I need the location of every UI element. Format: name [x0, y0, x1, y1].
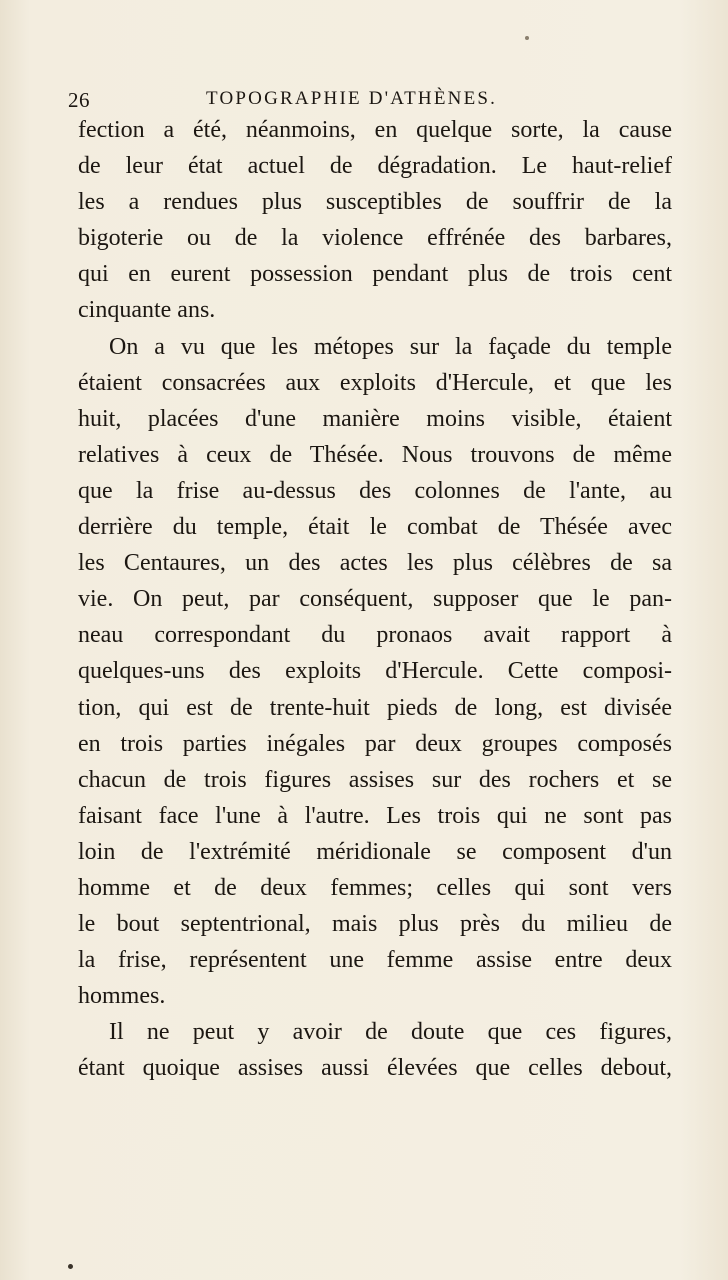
text-line: huit, placées d'une manière moins visible, étaient: [78, 405, 672, 432]
text-line: tion, qui est de trente-huit pieds de long, est divisée: [78, 694, 672, 721]
text-line: hommes.: [78, 983, 166, 1010]
text-line: cinquante ans.: [78, 297, 216, 324]
text-line: de leur état actuel de dégradation. Le haut-relief: [78, 153, 672, 180]
paragraph-3: [78, 1014, 672, 1086]
paragraph-2: [78, 329, 672, 1015]
page-number: 26: [68, 88, 90, 112]
text-line: étant quoique assises aussi élevées que celles debout,: [78, 1055, 672, 1082]
paragraph-1: [78, 112, 672, 329]
text-line: derrière du temple, était le combat de Thésée avec: [78, 514, 672, 541]
text-line: faisant face l'une à l'autre. Les trois qui ne sont pas: [78, 802, 672, 829]
text-line: vie. On peut, par conséquent, supposer que le pan-: [78, 586, 672, 613]
text-line: homme et de deux femmes; celles qui sont vers: [78, 874, 672, 901]
text-line: Il ne peut y avoir de doute que ces figures,: [109, 1019, 672, 1046]
text-line: chacun de trois figures assises sur des rochers et se: [78, 766, 672, 793]
paper-speck: [68, 1264, 73, 1269]
text-line: les a rendues plus susceptibles de souffrir de la: [78, 189, 672, 216]
text-line: On a vu que les métopes sur la façade du temple: [109, 333, 672, 360]
text-line: les Centaures, un des actes les plus célèbres de sa: [78, 550, 672, 577]
text-line: que la frise au-dessus des colonnes de l'ante, au: [78, 477, 672, 504]
text-line: relatives à ceux de Thésée. Nous trouvons de même: [78, 441, 672, 468]
running-head: [0, 84, 728, 112]
text-line: étaient consacrées aux exploits d'Hercule, et que les: [78, 369, 672, 396]
text-line: bigoterie ou de la violence effrénée des barbares,: [78, 225, 672, 252]
running-title: TOPOGRAPHIE D'ATHÈNES.: [206, 88, 498, 109]
text-line: le bout septentrional, mais plus près du milieu de: [78, 911, 672, 938]
text-line: fection a été, néanmoins, en quelque sorte, la cause: [78, 117, 672, 143]
text-line: quelques-uns des exploits d'Hercule. Cette composi-: [78, 658, 672, 685]
text-line: loin de l'extrémité méridionale se composent d'un: [78, 838, 672, 865]
text-line: en trois parties inégales par deux groupes composés: [78, 730, 672, 757]
text-line: qui en eurent possession pendant plus de trois cent: [78, 261, 672, 288]
body-text: [78, 112, 672, 1087]
text-line: neau correspondant du pronaos avait rapport à: [78, 622, 672, 649]
paper-speck: [525, 36, 529, 40]
text-line: la frise, représentent une femme assise entre deux: [78, 947, 672, 974]
